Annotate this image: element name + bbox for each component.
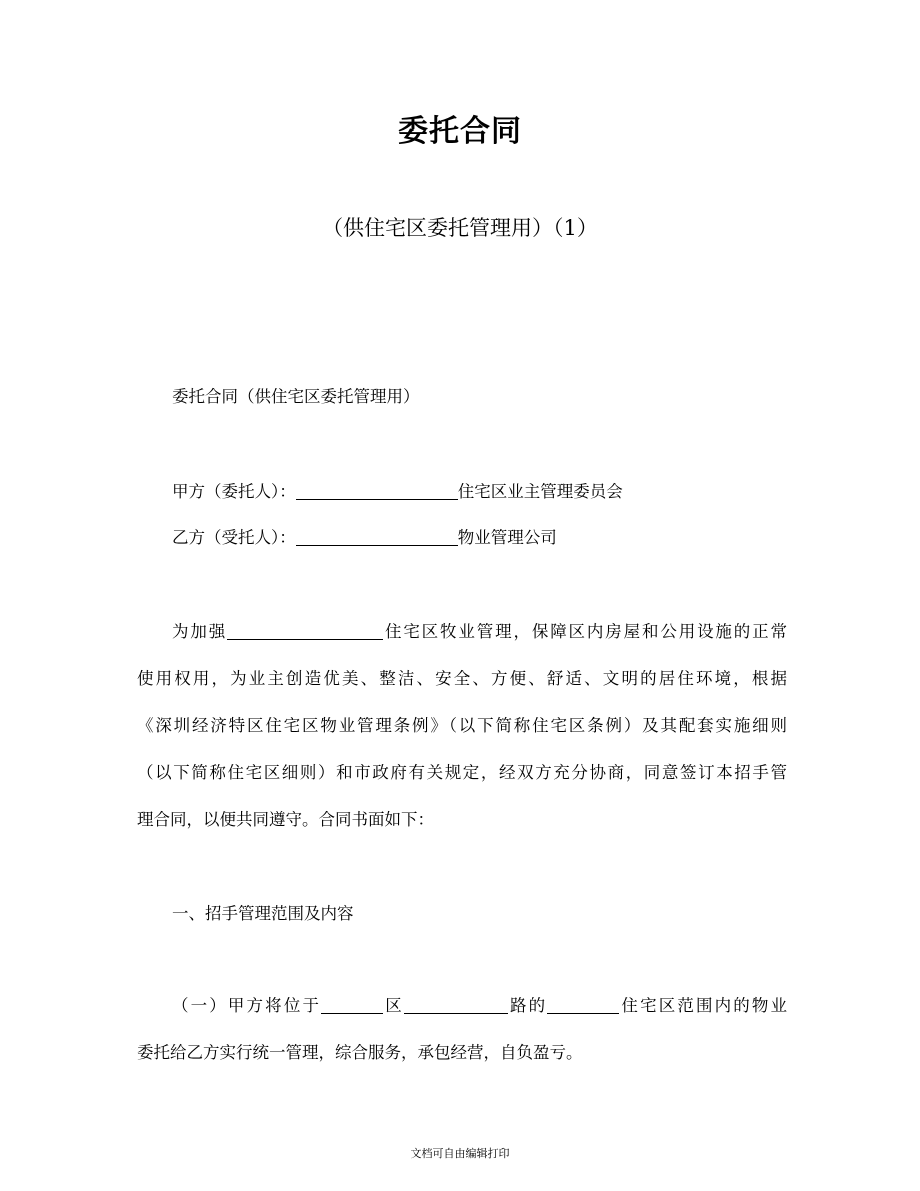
road-blank	[404, 995, 508, 1014]
party-b-label: 乙方（受托人）：	[172, 528, 296, 547]
preamble-line-3: 《深圳经济特区住宅区物业管理条例》（以下简称住宅区条例）及其配套实施细则	[137, 716, 787, 735]
preamble-blank	[227, 621, 383, 640]
party-b-blank	[296, 527, 458, 546]
clause-1-line-1	[172, 994, 787, 1018]
clause-1-part2: 区	[383, 996, 404, 1015]
document-title: 委托合同	[398, 114, 522, 149]
preamble-line-1	[172, 620, 787, 644]
party-a-line	[172, 480, 787, 504]
party-a-suffix: 住宅区业主管理委员会	[457, 482, 623, 501]
party-a-label: 甲方（委托人）：	[172, 482, 296, 501]
clause-1-part1: （一）甲方将位于	[172, 996, 322, 1015]
preamble-line-2: 使用权用，为业主创造优美、整洁、安全、方便、舒适、文明的居住环境，根据	[137, 669, 787, 688]
preamble-prefix: 为加强	[172, 622, 228, 641]
preamble-suffix: 住宅区牧业管理，保障区内房屋和公用设施的正常	[383, 622, 788, 641]
clause-1-line-2: 委托给乙方实行统一管理，综合服务，承包经营，自负盈亏。	[137, 1043, 583, 1062]
section-1-heading: 一、招手管理范围及内容	[172, 904, 354, 923]
preamble-line-5: 理合同，以便共同遵守。合同书面如下：	[137, 810, 434, 829]
district-blank	[321, 995, 383, 1014]
party-a-blank	[296, 481, 458, 500]
clause-1-part3: 路的	[507, 996, 548, 1015]
party-b-suffix: 物业管理公司	[457, 528, 557, 547]
document-subtitle: （供住宅区委托管理用）（1）	[322, 216, 598, 240]
estate-blank	[547, 995, 619, 1014]
party-b-line	[172, 526, 787, 550]
preamble-line-4: （以下简称住宅区细则）和市政府有关规定，经双方充分协商，同意签订本招手管	[137, 763, 787, 782]
clause-1-part4: 住宅区范围内的物业	[619, 996, 788, 1015]
contract-heading: 委托合同（供住宅区委托管理用）	[172, 387, 420, 406]
page-footer: 文档可自由编辑打印	[410, 1147, 510, 1160]
